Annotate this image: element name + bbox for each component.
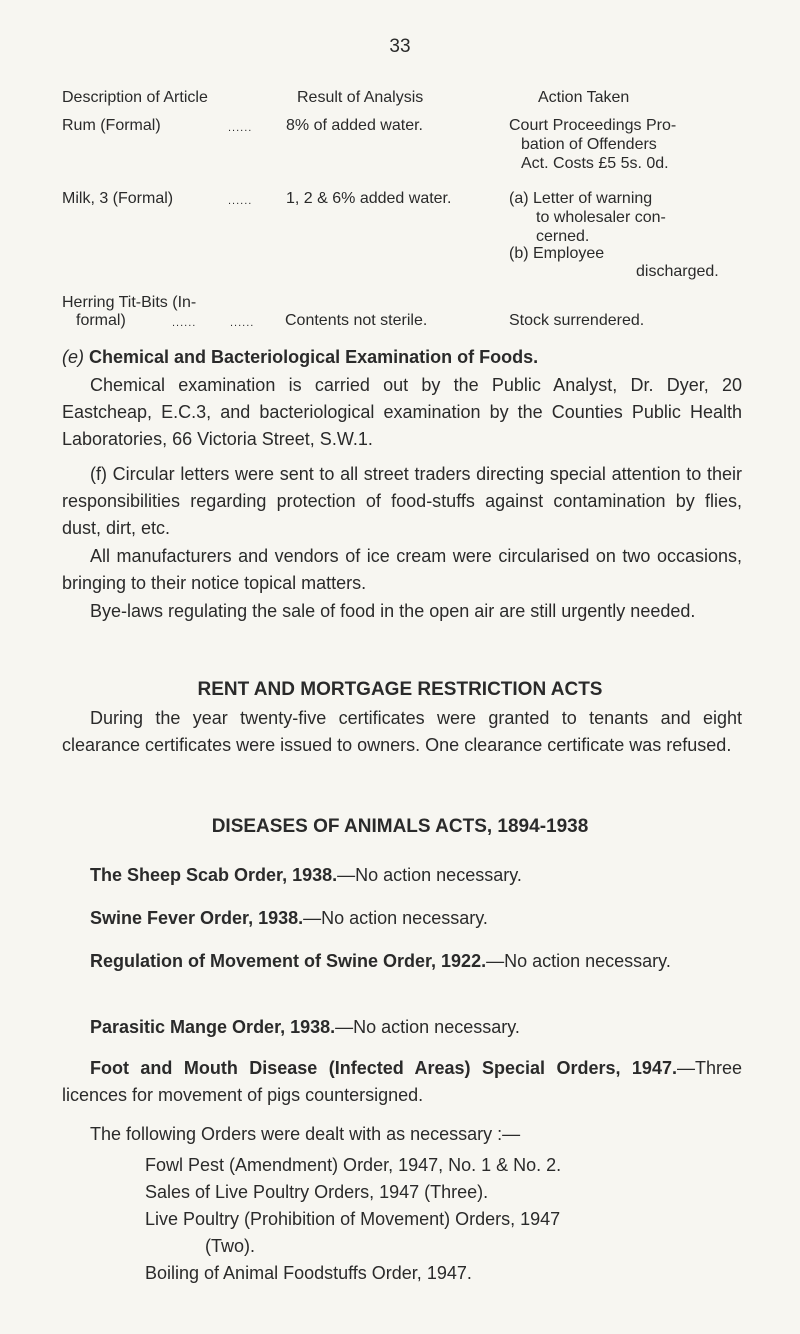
list-item: Fowl Pest (Amendment) Order, 1947, No. 1 & No. 2.: [145, 1155, 562, 1175]
row2-action-a-line2: to wholesaler con-: [536, 209, 666, 226]
row2-action-a-line1: (a) Letter of warning: [509, 190, 653, 207]
row3-result: Contents not sterile.: [285, 312, 428, 329]
row2-action-b-line1: (b) Employee: [509, 245, 605, 262]
header-action: Action Taken: [538, 89, 630, 106]
section-e-heading: Chemical and Bacteriological Examination of Foods.: [89, 347, 539, 367]
following-orders-list: [145, 1152, 745, 1287]
rent-section-title: RENT AND MORTGAGE RESTRICTION ACTS: [197, 679, 603, 700]
order-swine-movement: [62, 948, 742, 975]
list-item: Sales of Live Poultry Orders, 1947 (Three).: [145, 1182, 489, 1202]
order-swine-movement-text: —No action necessary.: [486, 951, 671, 971]
section-f-text: Circular letters were sent to all street traders directing special attention to their responsibilities regarding protection of food-stuffs against contamination by flies, dust, dirt, etc.: [62, 464, 742, 538]
order-parasitic-mange-text: —No action necessary.: [335, 1017, 520, 1037]
section-e-heading-line: [62, 344, 538, 371]
list-item: Live Poultry (Prohibition of Movement) Orders, 1947: [145, 1209, 561, 1229]
order-swine-fever-name: Swine Fever Order, 1938.: [90, 908, 304, 928]
order-swine-movement-name: Regulation of Movement of Swine Order, 1922.: [90, 951, 487, 971]
order-swine-fever: [62, 905, 742, 932]
row2-description: Milk, 3 (Formal): [62, 190, 174, 207]
rent-section-text: During the year twenty-five certificates were granted to tenants and eight clearance certificates were issued to owners. One clearance certificate was refused.: [62, 708, 742, 755]
animals-section-title: DISEASES OF ANIMALS ACTS, 1894-1938: [211, 816, 589, 837]
row1-action-line3: Act. Costs £5 5s. 0d.: [521, 155, 669, 172]
order-parasitic-mange: [62, 1014, 742, 1041]
row2-action-a-line3: cerned.: [536, 228, 590, 245]
row2-result: 1, 2 & 6% added water.: [286, 190, 452, 207]
header-result: Result of Analysis: [297, 89, 424, 106]
row2-action-b-line2: discharged.: [636, 263, 719, 280]
order-sheep-scab-text: —No action necessary.: [337, 865, 522, 885]
row3-description-line2: formal): [76, 312, 126, 329]
order-swine-fever-text: —No action necessary.: [303, 908, 488, 928]
row3-action: Stock surrendered.: [509, 312, 645, 329]
order-parasitic-mange-name: Parasitic Mange Order, 1938.: [90, 1017, 336, 1037]
list-item-continuation: (Two).: [205, 1236, 256, 1256]
section-e-label: (e): [62, 347, 84, 367]
row1-result: 8% of added water.: [286, 117, 423, 134]
section-e-text: Chemical examination is carried out by the Public Analyst, Dr. Dyer, 20 Eastcheap, E.C.3, and bacteriological examination by the Counties Public Health Laboratories, 66 Victoria Street, S.W.1.: [62, 375, 742, 449]
row1-action-line1: Court Proceedings Pro-: [509, 117, 677, 134]
order-foot-mouth: [62, 1055, 742, 1109]
order-sheep-scab-name: The Sheep Scab Order, 1938.: [90, 865, 338, 885]
row1-dots: ......: [228, 122, 253, 134]
row3-dots-2: ......: [230, 317, 255, 329]
row1-action-line2: bation of Offenders: [521, 136, 657, 153]
list-item: Boiling of Animal Foodstuffs Order, 1947.: [145, 1263, 472, 1283]
header-description: Description of Article: [62, 89, 208, 106]
row1-description: Rum (Formal): [62, 117, 161, 134]
row2-dots: ......: [228, 195, 253, 207]
ice-cream-paragraph: All manufacturers and vendors of ice cream were circularised on two occasions, bringing to their notice topical matters.: [62, 546, 742, 593]
order-foot-mouth-name: Foot and Mouth Disease (Infected Areas) Special Orders, 1947.: [90, 1058, 677, 1078]
byelaws-paragraph: Bye-laws regulating the sale of food in the open air are still urgently needed.: [90, 601, 696, 621]
row3-dots-1: ......: [172, 317, 197, 329]
order-sheep-scab: [62, 862, 742, 889]
section-f-label: (f): [90, 464, 107, 484]
section-f-paragraph: [62, 461, 742, 542]
row3-description-line1: Herring Tit-Bits (In-: [62, 294, 197, 311]
following-intro: The following Orders were dealt with as necessary :—: [90, 1124, 521, 1144]
order-foot-mouth-text: —Three licences for movement of pigs countersigned.: [62, 1058, 742, 1105]
page-number: 33: [389, 36, 411, 57]
